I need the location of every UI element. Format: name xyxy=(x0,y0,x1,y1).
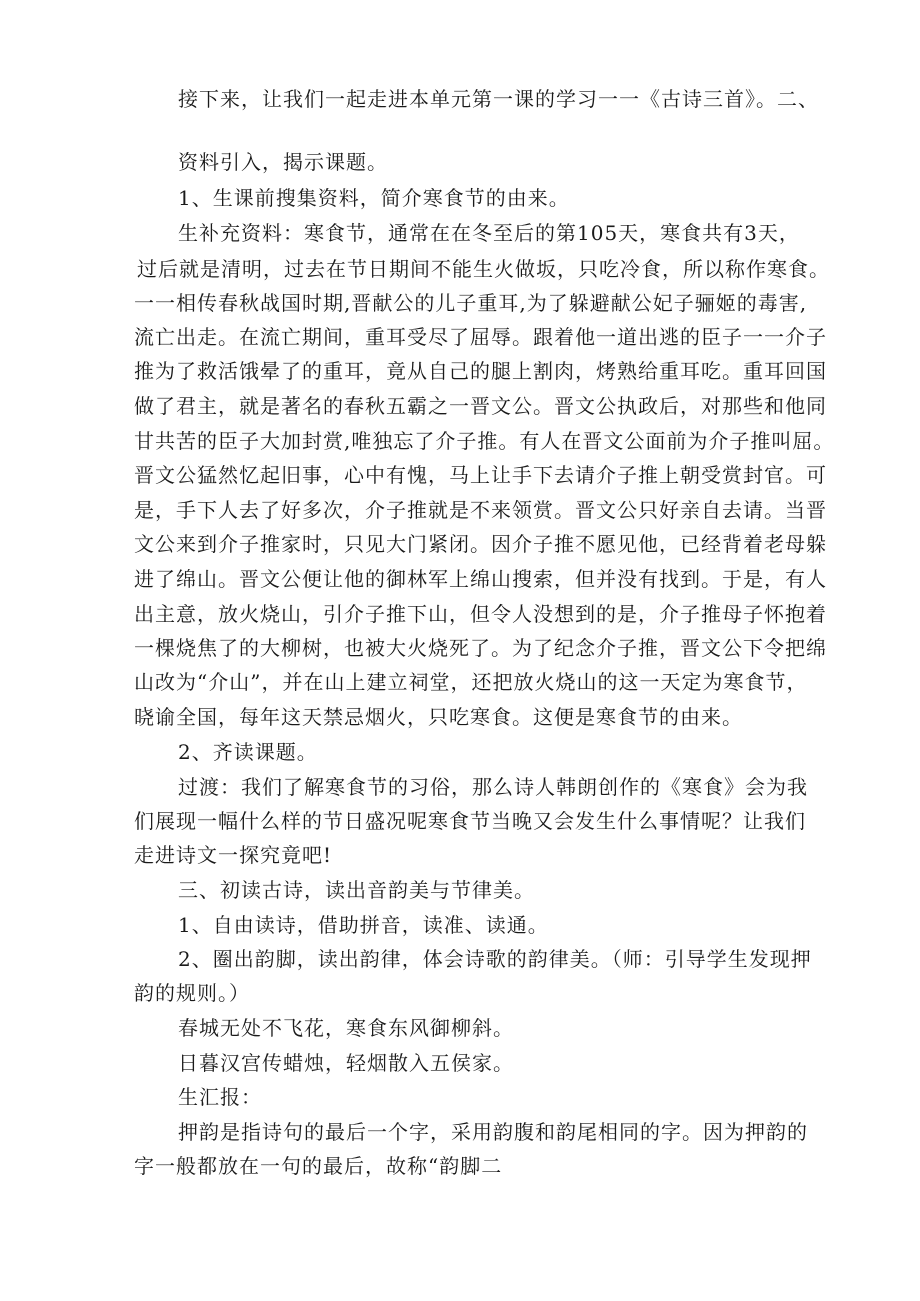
text-line: 一一相传春秋战国时期,晋献公的儿子重耳,为了躲避献公妃子骊姬的毒害, xyxy=(134,291,808,315)
text-line: 推为了救活饿晕了的重耳，竟从自己的腿上割肉，烤熟给重耳吃。重耳回国 xyxy=(134,359,827,383)
text-line: 春城无处不飞花，寒食东风御柳斜。 xyxy=(178,1016,514,1040)
text-line: 三、初读古诗，读出音韵美与节律美。 xyxy=(178,878,535,902)
text-line: 1、自由读诗，借助拼音，读准、读通。 xyxy=(178,913,549,937)
text-line: 山改为“介山”，并在山上建立祠堂，还把放火烧山的这一天定为寒食节， xyxy=(134,670,808,694)
text-line: 押韵是指诗句的最后一个字，采用韵腹和韵尾相同的字。因为押韵的 xyxy=(178,1120,808,1144)
text-line: 出主意，放火烧山，引介子推下山，但令人没想到的是，介子推母子怀抱着 xyxy=(134,602,827,626)
text-line: 甘共苦的臣子大加封赏,唯独忘了介子推。有人在晋文公面前为介子推叫屈。 xyxy=(134,429,835,453)
text-line: 过渡：我们了解寒食节的习俗，那么诗人韩朗创作的《寒食》会为我 xyxy=(178,775,808,799)
text-line: 2、齐读课题。 xyxy=(178,740,318,764)
text-line: 文公来到介子推家时，只见大门紧闭。因介子推不愿见他，已经背着老母躲 xyxy=(134,532,827,556)
text-line: 进了绵山。晋文公便让他的御林军上绵山搜索，但并没有找到。于是，有人 xyxy=(134,567,827,591)
text-line: 2、圈出韵脚，读出韵律，体会诗歌的韵律美。（师：引导学生发现押 xyxy=(178,947,812,971)
text-line: 做了君主，就是著名的春秋五霸之一晋文公。晋文公执政后，对那些和他同 xyxy=(134,394,827,418)
text-line: 晋文公猛然忆起旧事，心中有愧，马上让手下去请介子推上朝受赏封官。可 xyxy=(134,463,827,487)
text-line: 过后就是清明，过去在节日期间不能生火做坂，只吃冷食，所以称作寒食。 xyxy=(137,257,830,281)
text-line: 流亡出走。在流亡期间，重耳受尽了屈辱。跟着他一道出逃的臣子一一介子 xyxy=(134,325,827,349)
text-line: 日暮汉宫传蜡烛，轻烟散入五侯家。 xyxy=(178,1051,514,1075)
text-line: 走进诗文一探究竟吧! xyxy=(134,843,333,867)
text-line: 生补充资料：寒食节，通常在在冬至后的第105天，寒食共有3天， xyxy=(178,221,800,245)
text-line: 们展现一幅什么样的节日盛况呢寒食节当晚又会发生什么事情呢？让我们 xyxy=(134,809,806,833)
text-line: 晓谕全国，每年这天禁忌烟火，只吃寒食。这便是寒食节的由来。 xyxy=(134,705,743,729)
text-line: 生汇报： xyxy=(178,1085,262,1109)
text-line: 一棵烧焦了的大柳树，也被大火烧死了。为了纪念介子推，晋文公下令把绵 xyxy=(134,636,827,660)
text-line: 字一般都放在一句的最后，故称“韵脚二 xyxy=(134,1154,503,1178)
text-line: 韵的规则。） xyxy=(134,981,250,1005)
text-line: 接下来，让我们一起走进本单元第一课的学习一一《古诗三首》。二、 xyxy=(178,87,819,111)
text-line: 1、生课前搜集资料，简介寒食节的由来。 xyxy=(178,186,570,210)
text-line: 资料引入，揭示课题。 xyxy=(178,150,388,174)
text-line: 是，手下人去了好多次，介子推就是不来领赏。晋文公只好亲自去请。当晋 xyxy=(134,498,827,522)
